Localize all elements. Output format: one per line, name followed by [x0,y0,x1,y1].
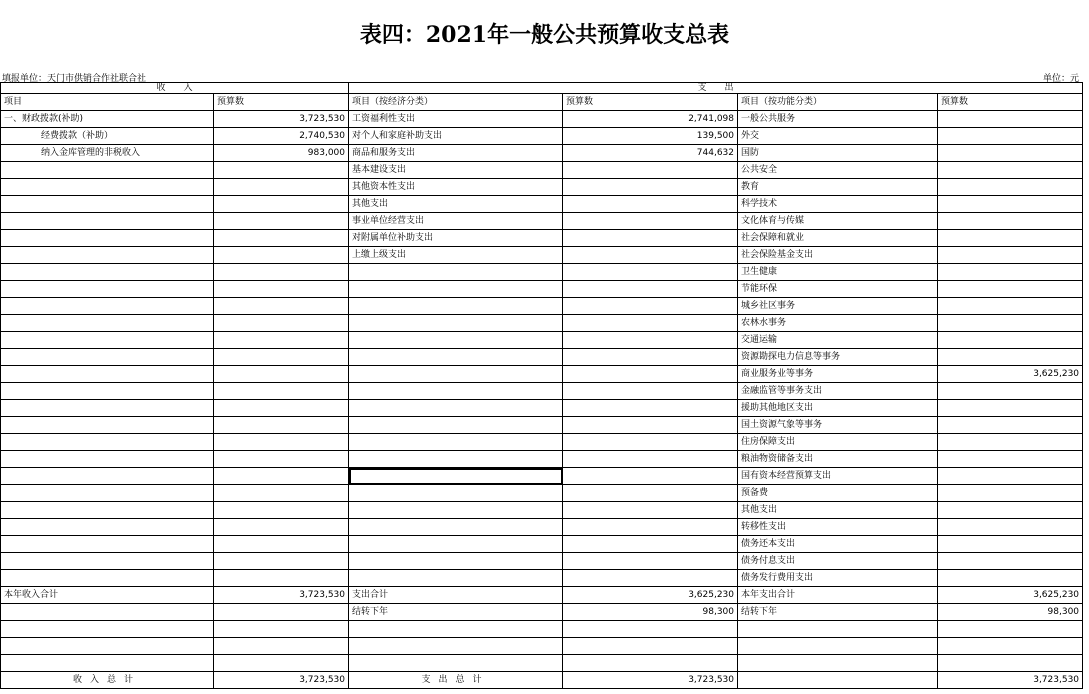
econ-item-cell[interactable]: 上缴上级支出 [349,247,563,264]
income-item-cell[interactable] [1,638,214,655]
table-row [1,230,1083,247]
func-budget-cell[interactable] [938,247,1083,264]
econ-budget-cell[interactable] [563,332,738,349]
func-item-cell[interactable] [738,638,938,655]
income-budget-cell[interactable] [214,281,349,298]
income-budget-cell[interactable] [214,162,349,179]
income-item-cell[interactable] [1,519,214,536]
income-budget-cell[interactable] [214,196,349,213]
econ-item-cell[interactable] [349,655,563,672]
table-row [1,536,1083,553]
table-row [1,638,1083,655]
income-item-cell[interactable] [1,400,214,417]
func-item-cell[interactable]: 农林水事务 [738,315,938,332]
econ-budget-cell[interactable] [563,247,738,264]
func-item-cell[interactable]: 科学技术 [738,196,938,213]
econ-budget-cell[interactable] [563,468,738,485]
econ-item-cell[interactable]: 对附属单位补助支出 [349,230,563,247]
income-budget-cell[interactable] [214,179,349,196]
econ-item-cell[interactable] [349,621,563,638]
income-item-cell[interactable] [1,332,214,349]
income-budget-cell[interactable] [214,519,349,536]
func-item-cell[interactable]: 国有资本经营预算支出 [738,468,938,485]
expense-header[interactable]: 支 出 [349,83,1083,94]
income-total-value[interactable]: 3,723,530 [214,672,349,689]
func-item-cell[interactable]: 文化体育与传媒 [738,213,938,230]
econ-budget-cell[interactable] [563,213,738,230]
func-budget-cell[interactable] [938,383,1083,400]
func-item-cell[interactable]: 债务付息支出 [738,553,938,570]
income-item-cell[interactable] [1,570,214,587]
income-budget-cell[interactable] [214,213,349,230]
col-header-budget2[interactable]: 预算数 [563,94,738,111]
table-row [1,587,1083,604]
table-row [1,298,1083,315]
table-row [1,417,1083,434]
econ-budget-cell[interactable] [563,383,738,400]
econ-item-cell[interactable]: 结转下年 [349,604,563,621]
income-budget-cell[interactable] [214,570,349,587]
income-item-cell[interactable] [1,621,214,638]
income-budget-cell[interactable] [214,502,349,519]
econ-item-cell[interactable] [349,383,563,400]
expense-total-label[interactable]: 支出总计 [349,672,563,689]
income-budget-cell[interactable]: 983,000 [214,145,349,162]
income-item-cell[interactable] [1,655,214,672]
table-row [1,366,1083,383]
income-budget-cell[interactable] [214,264,349,281]
func-item-cell[interactable]: 债务还本支出 [738,536,938,553]
func-budget-cell[interactable] [938,400,1083,417]
func-budget-cell[interactable] [938,298,1083,315]
income-item-cell[interactable] [1,247,214,264]
func-item-cell[interactable]: 其他支出 [738,502,938,519]
income-budget-cell[interactable] [214,468,349,485]
income-item-cell[interactable] [1,179,214,196]
func-budget-cell[interactable] [938,502,1083,519]
income-item-cell[interactable] [1,485,214,502]
econ-item-cell[interactable]: 其他资本性支出 [349,179,563,196]
econ-item-cell[interactable] [349,349,563,366]
func-item-cell[interactable]: 城乡社区事务 [738,298,938,315]
func-item-cell[interactable]: 外交 [738,128,938,145]
func-item-cell[interactable]: 本年支出合计 [738,587,938,604]
table-row [1,179,1083,196]
func-total-label[interactable] [738,672,938,689]
income-budget-cell[interactable]: 3,723,530 [214,587,349,604]
econ-budget-cell[interactable] [563,315,738,332]
func-item-cell[interactable]: 社会保障和就业 [738,230,938,247]
income-item-cell[interactable] [1,196,214,213]
econ-item-cell[interactable] [349,468,563,485]
table-row [1,196,1083,213]
table-row [1,349,1083,366]
table-row [1,468,1083,485]
income-budget-cell[interactable] [214,400,349,417]
econ-budget-cell[interactable] [563,298,738,315]
econ-item-cell[interactable] [349,417,563,434]
income-budget-cell[interactable] [214,536,349,553]
econ-item-cell[interactable] [349,315,563,332]
func-budget-cell[interactable] [938,162,1083,179]
func-item-cell[interactable]: 金融监管等事务支出 [738,383,938,400]
table-row [1,315,1083,332]
func-budget-cell[interactable] [938,434,1083,451]
func-budget-cell[interactable] [938,179,1083,196]
table-row [1,553,1083,570]
econ-budget-cell[interactable] [563,417,738,434]
income-budget-cell[interactable] [214,366,349,383]
func-budget-cell[interactable] [938,213,1083,230]
func-budget-cell[interactable] [938,451,1083,468]
econ-item-cell[interactable] [349,519,563,536]
income-item-cell[interactable] [1,604,214,621]
col-header-econ[interactable]: 项目（按经济分类） [349,94,563,111]
func-budget-cell[interactable] [938,128,1083,145]
econ-budget-cell[interactable] [563,230,738,247]
econ-budget-cell[interactable] [563,570,738,587]
col-header-budget[interactable]: 预算数 [214,94,349,111]
section-header-row [1,83,1083,94]
func-budget-cell[interactable] [938,230,1083,247]
func-budget-cell[interactable] [938,417,1083,434]
econ-budget-cell[interactable] [563,349,738,366]
table-row [1,383,1083,400]
func-budget-cell[interactable] [938,145,1083,162]
econ-item-cell[interactable] [349,366,563,383]
income-item-cell[interactable] [1,281,214,298]
income-item-cell[interactable] [1,383,214,400]
func-item-cell[interactable]: 粮油物资储备支出 [738,451,938,468]
income-budget-cell[interactable] [214,638,349,655]
col-header-budget3[interactable]: 预算数 [938,94,1083,111]
econ-item-cell[interactable] [349,502,563,519]
income-item-cell[interactable] [1,536,214,553]
func-item-cell[interactable] [738,621,938,638]
econ-budget-cell[interactable] [563,536,738,553]
table-row [1,332,1083,349]
func-item-cell[interactable]: 交通运输 [738,332,938,349]
income-budget-cell[interactable] [214,553,349,570]
table-row [1,111,1083,128]
table-row [1,162,1083,179]
income-budget-cell[interactable] [214,349,349,366]
econ-budget-cell[interactable] [563,264,738,281]
econ-budget-cell[interactable]: 2,741,098 [563,111,738,128]
income-item-cell[interactable] [1,434,214,451]
column-header-row [1,94,1083,111]
func-item-cell[interactable]: 资源勘探电力信息等事务 [738,349,938,366]
func-budget-cell[interactable] [938,621,1083,638]
func-item-cell[interactable]: 国防 [738,145,938,162]
table-row [1,655,1083,672]
econ-budget-cell[interactable] [563,655,738,672]
table-row [1,451,1083,468]
func-budget-cell[interactable]: 3,625,230 [938,587,1083,604]
func-budget-cell[interactable] [938,264,1083,281]
income-budget-cell[interactable] [214,298,349,315]
func-budget-cell[interactable] [938,485,1083,502]
econ-item-cell[interactable] [349,485,563,502]
income-budget-cell[interactable] [214,417,349,434]
income-item-cell[interactable] [1,553,214,570]
econ-item-cell[interactable] [349,298,563,315]
table-row [1,621,1083,638]
econ-budget-cell[interactable]: 98,300 [563,604,738,621]
func-item-cell[interactable]: 节能环保 [738,281,938,298]
table-row [1,604,1083,621]
econ-item-cell[interactable] [349,400,563,417]
func-item-cell[interactable]: 结转下年 [738,604,938,621]
income-item-cell[interactable] [1,349,214,366]
income-budget-cell[interactable] [214,230,349,247]
econ-budget-cell[interactable] [563,162,738,179]
econ-budget-cell[interactable] [563,553,738,570]
table-row [1,264,1083,281]
func-item-cell[interactable]: 援助其他地区支出 [738,400,938,417]
income-item-cell[interactable]: 一、财政拨款(补助) [1,111,214,128]
econ-item-cell[interactable] [349,264,563,281]
func-budget-cell[interactable] [938,332,1083,349]
income-item-cell[interactable] [1,230,214,247]
func-budget-cell[interactable] [938,553,1083,570]
income-item-cell[interactable] [1,417,214,434]
income-item-cell[interactable] [1,366,214,383]
econ-budget-cell[interactable] [563,519,738,536]
income-budget-cell[interactable] [214,383,349,400]
econ-item-cell[interactable]: 对个人和家庭补助支出 [349,128,563,145]
func-budget-cell[interactable] [938,315,1083,332]
func-budget-cell[interactable] [938,196,1083,213]
table-row [1,128,1083,145]
income-budget-cell[interactable] [214,604,349,621]
func-item-cell[interactable]: 住房保障支出 [738,434,938,451]
budget-table [0,82,1083,689]
income-budget-cell[interactable] [214,332,349,349]
func-budget-cell[interactable] [938,570,1083,587]
func-item-cell[interactable]: 公共安全 [738,162,938,179]
econ-budget-cell[interactable] [563,638,738,655]
income-item-cell[interactable] [1,315,214,332]
func-item-cell[interactable]: 国土资源气象等事务 [738,417,938,434]
income-item-cell[interactable] [1,502,214,519]
income-budget-cell[interactable] [214,434,349,451]
func-item-cell[interactable]: 预备费 [738,485,938,502]
income-item-cell[interactable] [1,468,214,485]
grand-total-row [1,672,1083,689]
col-header-item[interactable]: 项目 [1,94,214,111]
income-item-cell[interactable]: 纳入金库管理的非税收入 [1,145,214,162]
econ-budget-cell[interactable] [563,451,738,468]
econ-item-cell[interactable]: 支出合计 [349,587,563,604]
reporting-unit: 填报单位：天门市供销合作社联合社 [2,74,147,84]
func-budget-cell[interactable]: 3,625,230 [938,366,1083,383]
income-item-cell[interactable] [1,162,214,179]
econ-budget-cell[interactable] [563,434,738,451]
func-item-cell[interactable]: 转移性支出 [738,519,938,536]
econ-item-cell[interactable] [349,536,563,553]
income-header[interactable]: 收 入 [1,83,349,94]
econ-item-cell[interactable] [349,553,563,570]
econ-budget-cell[interactable] [563,179,738,196]
table-row [1,213,1083,230]
func-budget-cell[interactable] [938,536,1083,553]
econ-item-cell[interactable]: 其他支出 [349,196,563,213]
income-item-cell[interactable] [1,451,214,468]
func-total-value[interactable]: 3,723,530 [938,672,1083,689]
econ-budget-cell[interactable] [563,502,738,519]
econ-item-cell[interactable] [349,570,563,587]
income-item-cell[interactable] [1,264,214,281]
econ-budget-cell[interactable] [563,485,738,502]
table-row [1,281,1083,298]
econ-item-cell[interactable] [349,434,563,451]
econ-budget-cell[interactable] [563,621,738,638]
page-title: 表四：2021年一般公共预算收支总表 [359,22,730,48]
income-item-cell[interactable]: 经费拨款（补助） [1,128,214,145]
table-row [1,519,1083,536]
func-item-cell[interactable]: 债务发行费用支出 [738,570,938,587]
econ-budget-cell[interactable] [563,366,738,383]
econ-item-cell[interactable]: 事业单位经营支出 [349,213,563,230]
income-budget-cell[interactable] [214,485,349,502]
func-budget-cell[interactable] [938,281,1083,298]
table-row [1,570,1083,587]
econ-budget-cell[interactable]: 744,632 [563,145,738,162]
func-item-cell[interactable]: 卫生健康 [738,264,938,281]
table-row [1,485,1083,502]
func-budget-cell[interactable]: 98,300 [938,604,1083,621]
func-item-cell[interactable]: 社会保险基金支出 [738,247,938,264]
table-row [1,247,1083,264]
func-budget-cell[interactable] [938,655,1083,672]
func-item-cell[interactable] [738,655,938,672]
func-item-cell[interactable]: 教育 [738,179,938,196]
table-row [1,434,1083,451]
econ-budget-cell[interactable]: 139,500 [563,128,738,145]
func-budget-cell[interactable] [938,468,1083,485]
income-budget-cell[interactable] [214,621,349,638]
table-row [1,145,1083,162]
econ-budget-cell[interactable] [563,400,738,417]
econ-item-cell[interactable] [349,332,563,349]
func-item-cell[interactable]: 一般公共服务 [738,111,938,128]
income-total-label[interactable]: 收入总计 [1,672,214,689]
income-item-cell[interactable] [1,213,214,230]
currency-unit: 单位：元 [1042,74,1079,84]
econ-item-cell[interactable] [349,638,563,655]
income-budget-cell[interactable]: 2,740,530 [214,128,349,145]
econ-item-cell[interactable]: 工资福利性支出 [349,111,563,128]
income-budget-cell[interactable] [214,315,349,332]
econ-budget-cell[interactable]: 3,625,230 [563,587,738,604]
func-budget-cell[interactable] [938,638,1083,655]
func-item-cell[interactable]: 商业服务业等事务 [738,366,938,383]
col-header-func[interactable]: 项目（按功能分类） [738,94,938,111]
expense-total-value[interactable]: 3,723,530 [563,672,738,689]
econ-budget-cell[interactable] [563,196,738,213]
func-budget-cell[interactable] [938,349,1083,366]
econ-item-cell[interactable]: 商品和服务支出 [349,145,563,162]
econ-item-cell[interactable]: 基本建设支出 [349,162,563,179]
func-budget-cell[interactable] [938,111,1083,128]
income-item-cell[interactable] [1,298,214,315]
econ-budget-cell[interactable] [563,281,738,298]
income-budget-cell[interactable] [214,451,349,468]
econ-item-cell[interactable] [349,451,563,468]
econ-item-cell[interactable] [349,281,563,298]
income-budget-cell[interactable] [214,247,349,264]
table-row [1,502,1083,519]
income-item-cell[interactable]: 本年收入合计 [1,587,214,604]
income-budget-cell[interactable]: 3,723,530 [214,111,349,128]
table-row [1,400,1083,417]
func-budget-cell[interactable] [938,519,1083,536]
income-budget-cell[interactable] [214,655,349,672]
